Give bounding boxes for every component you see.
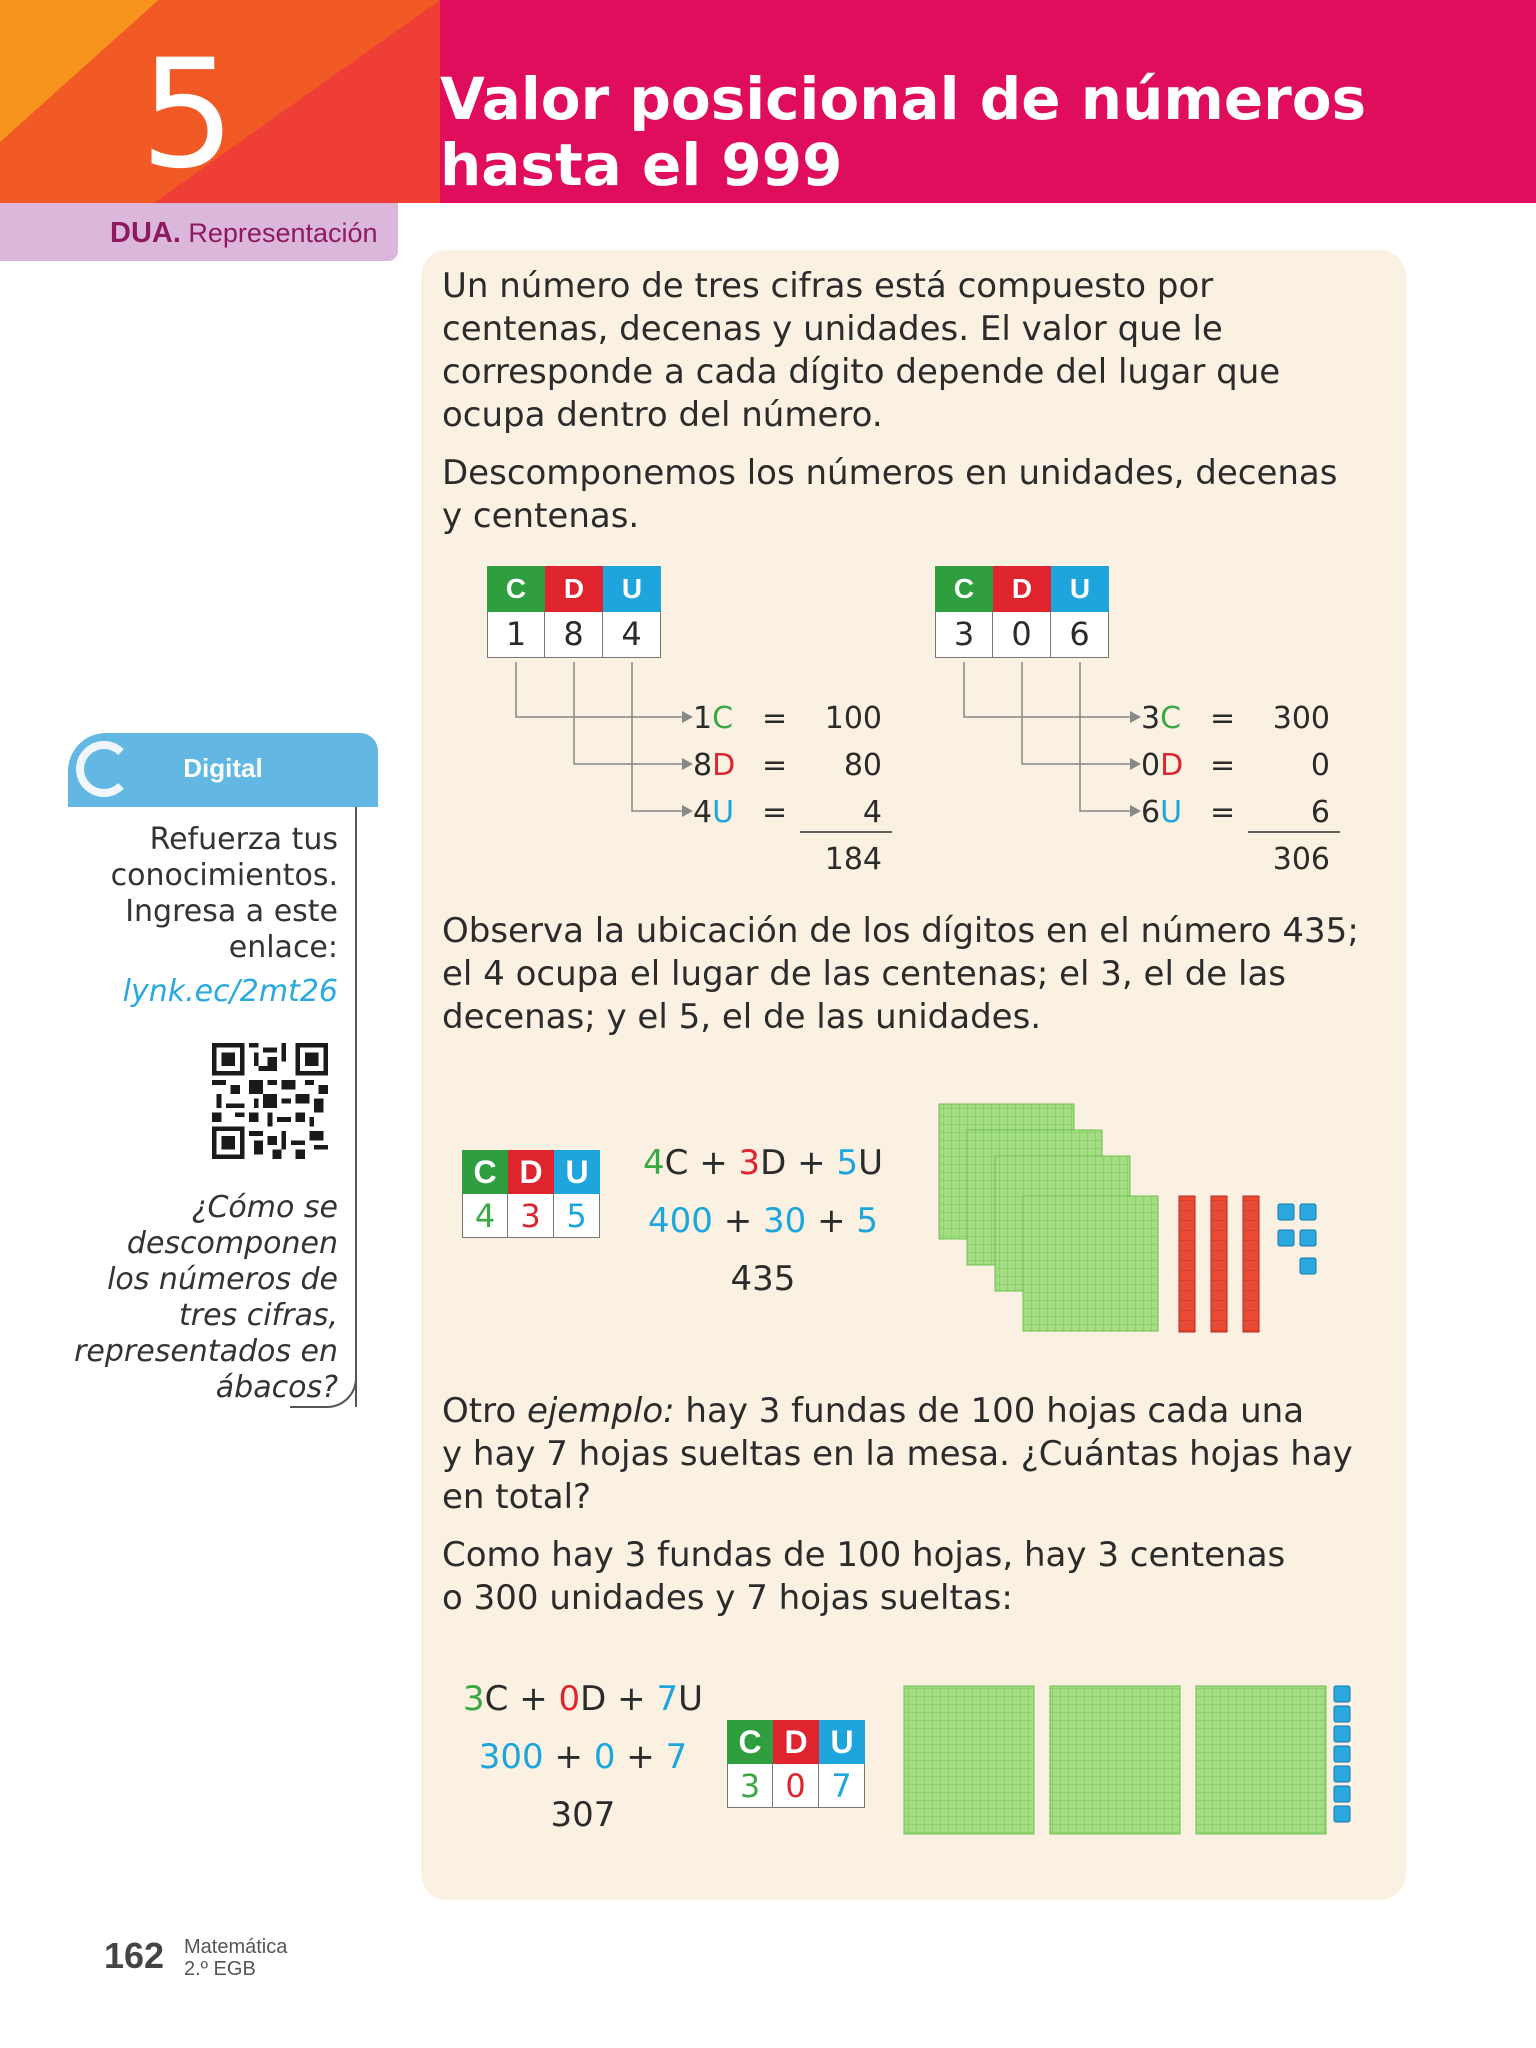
- unit-cube: [1300, 1230, 1316, 1246]
- cdu-header-c: C: [462, 1150, 508, 1194]
- cdu-digit: 0: [773, 1764, 819, 1808]
- decomp-value: 100: [824, 701, 882, 736]
- lesson-title-line2: hasta el 999: [440, 131, 843, 199]
- cdu-digit: 1: [487, 612, 545, 658]
- qr-code[interactable]: [212, 1043, 328, 1159]
- observe-paragraph: Observa la ubicación de los dígitos en el número 435; el 4 ocupa el lugar de las centenas; el 3, el de las decenas; y el 5, el de las unidades.: [442, 911, 1359, 1037]
- cdu-digit: 6: [1051, 612, 1109, 658]
- unit-cube: [1300, 1258, 1316, 1274]
- cdu-header-d: D: [545, 566, 603, 612]
- decomp-value: 300: [1272, 701, 1330, 736]
- cdu-digit: 5: [554, 1194, 600, 1238]
- cdu-header-u: U: [1051, 566, 1109, 612]
- cdu-header-d: D: [993, 566, 1051, 612]
- cdu-digit: 3: [727, 1764, 773, 1808]
- decomp-equals: =: [762, 748, 788, 783]
- decomp-value: 80: [843, 748, 882, 783]
- cdu-header-d: D: [773, 1720, 819, 1764]
- intro-paragraph-1: Un número de tres cifras está compuesto por centenas, decenas y unidades. El valor que le corresponde a cada dígito depende del lugar que ocupa dentro del número.: [442, 266, 1281, 435]
- unit-cube: [1334, 1686, 1350, 1702]
- decomposition-306: [935, 658, 1355, 878]
- expression-307: [458, 1670, 708, 1844]
- cdu-header-u: U: [603, 566, 661, 612]
- base-ten-blocks-307: [900, 1680, 1400, 1840]
- decomp-total: 184: [824, 842, 882, 877]
- cdu-table-306: [935, 566, 1109, 658]
- lesson-number: 5: [140, 28, 236, 202]
- hundred-flat: [1023, 1196, 1158, 1331]
- expr-values: 400 + 30 + 5: [647, 1201, 879, 1241]
- expr-places: 4C + 3D + 5U: [643, 1143, 883, 1183]
- hundred-flat: [1050, 1686, 1180, 1834]
- decomp-value: 6: [1310, 795, 1330, 830]
- unit-cube: [1278, 1230, 1294, 1246]
- unit-cube: [1334, 1766, 1350, 1782]
- decomp-equals: =: [762, 795, 788, 830]
- sidebar-text: Refuerza tus conocimientos. Ingresa a este enlace:: [110, 822, 338, 965]
- unit-cube: [1300, 1204, 1316, 1220]
- cdu-header-u: U: [819, 1720, 865, 1764]
- cdu-header-c: C: [935, 566, 993, 612]
- decomp-row-digit: 6U: [1141, 795, 1183, 830]
- expr-total: 307: [550, 1795, 616, 1835]
- unit-cube: [1334, 1706, 1350, 1722]
- decomp-equals: =: [762, 701, 788, 736]
- sidebar-frame: [355, 807, 357, 1407]
- cdu-digit: 0: [993, 612, 1051, 658]
- cdu-table-307: [727, 1720, 865, 1808]
- unit-cube: [1334, 1806, 1350, 1822]
- cdu-header-c: C: [487, 566, 545, 612]
- decomp-value: 4: [862, 795, 882, 830]
- decomp-equals: =: [1210, 748, 1236, 783]
- ten-rod: [1211, 1196, 1227, 1332]
- expr-places: 3C + 0D + 7U: [463, 1679, 703, 1719]
- expression-435: [628, 1134, 898, 1308]
- digital-tab: [68, 733, 378, 807]
- decomp-total: 306: [1272, 842, 1330, 877]
- dua-label: DUA. Representación: [110, 217, 378, 249]
- decomp-row-digit: 8D: [693, 748, 736, 783]
- lesson-title-line1: Valor posicional de números: [440, 65, 1367, 133]
- lesson-title: [440, 66, 1500, 198]
- hundred-flat: [904, 1686, 1034, 1834]
- unit-cube: [1278, 1204, 1294, 1220]
- unit-cube: [1334, 1746, 1350, 1762]
- cdu-header-c: C: [727, 1720, 773, 1764]
- cdu-table-435: [462, 1150, 600, 1238]
- sidebar-link[interactable]: lynk.ec/2mt26: [122, 974, 338, 1009]
- cdu-digit: 4: [603, 612, 661, 658]
- expr-total: 435: [730, 1259, 796, 1299]
- intro-paragraph-2: Descomponemos los números en unidades, decenas y centenas.: [442, 453, 1338, 536]
- decomp-equals: =: [1210, 795, 1236, 830]
- expr-values: 300 + 0 + 7: [478, 1737, 688, 1777]
- base-ten-blocks-435: [935, 1100, 1355, 1340]
- cdu-header-u: U: [554, 1150, 600, 1194]
- decomp-row-digit: 3C: [1141, 701, 1182, 736]
- cdu-header-d: D: [508, 1150, 554, 1194]
- ten-rod: [1179, 1196, 1195, 1332]
- unit-cube: [1334, 1726, 1350, 1742]
- cdu-digit: 3: [935, 612, 993, 658]
- page-number: 162: [104, 1935, 165, 1976]
- decomposition-184: [487, 658, 907, 878]
- other-example-paragraph-2: Como hay 3 fundas de 100 hojas, hay 3 centenas o 300 unidades y 7 hojas sueltas:: [442, 1535, 1286, 1618]
- decomp-equals: =: [1210, 701, 1236, 736]
- cdu-digit: 3: [508, 1194, 554, 1238]
- decomp-value: 0: [1310, 748, 1330, 783]
- ten-rod: [1243, 1196, 1259, 1332]
- decomp-row-digit: 4U: [693, 795, 735, 830]
- cdu-digit: 7: [819, 1764, 865, 1808]
- cdu-digit: 4: [462, 1194, 508, 1238]
- decomp-row-digit: 0D: [1141, 748, 1184, 783]
- unit-cube: [1334, 1786, 1350, 1802]
- cdu-digit: 8: [545, 612, 603, 658]
- hundred-flat: [1196, 1686, 1326, 1834]
- cdu-table-184: [487, 566, 661, 658]
- footer-subject: Matemática: [184, 1936, 288, 1958]
- other-example-paragraph: Otro ejemplo: hay 3 fundas de 100 hojas cada una y hay 7 hojas sueltas en la mesa. ¿Cuántas hojas hay en total?: [442, 1391, 1353, 1517]
- footer-grade: 2.º EGB: [184, 1958, 256, 1980]
- decomp-row-digit: 1C: [693, 701, 734, 736]
- dua-tab: [0, 203, 398, 261]
- digital-label: Digital: [183, 753, 263, 783]
- sidebar-question: ¿Cómo se descomponen los números de tres cifras, representados en ábacos?: [74, 1190, 338, 1405]
